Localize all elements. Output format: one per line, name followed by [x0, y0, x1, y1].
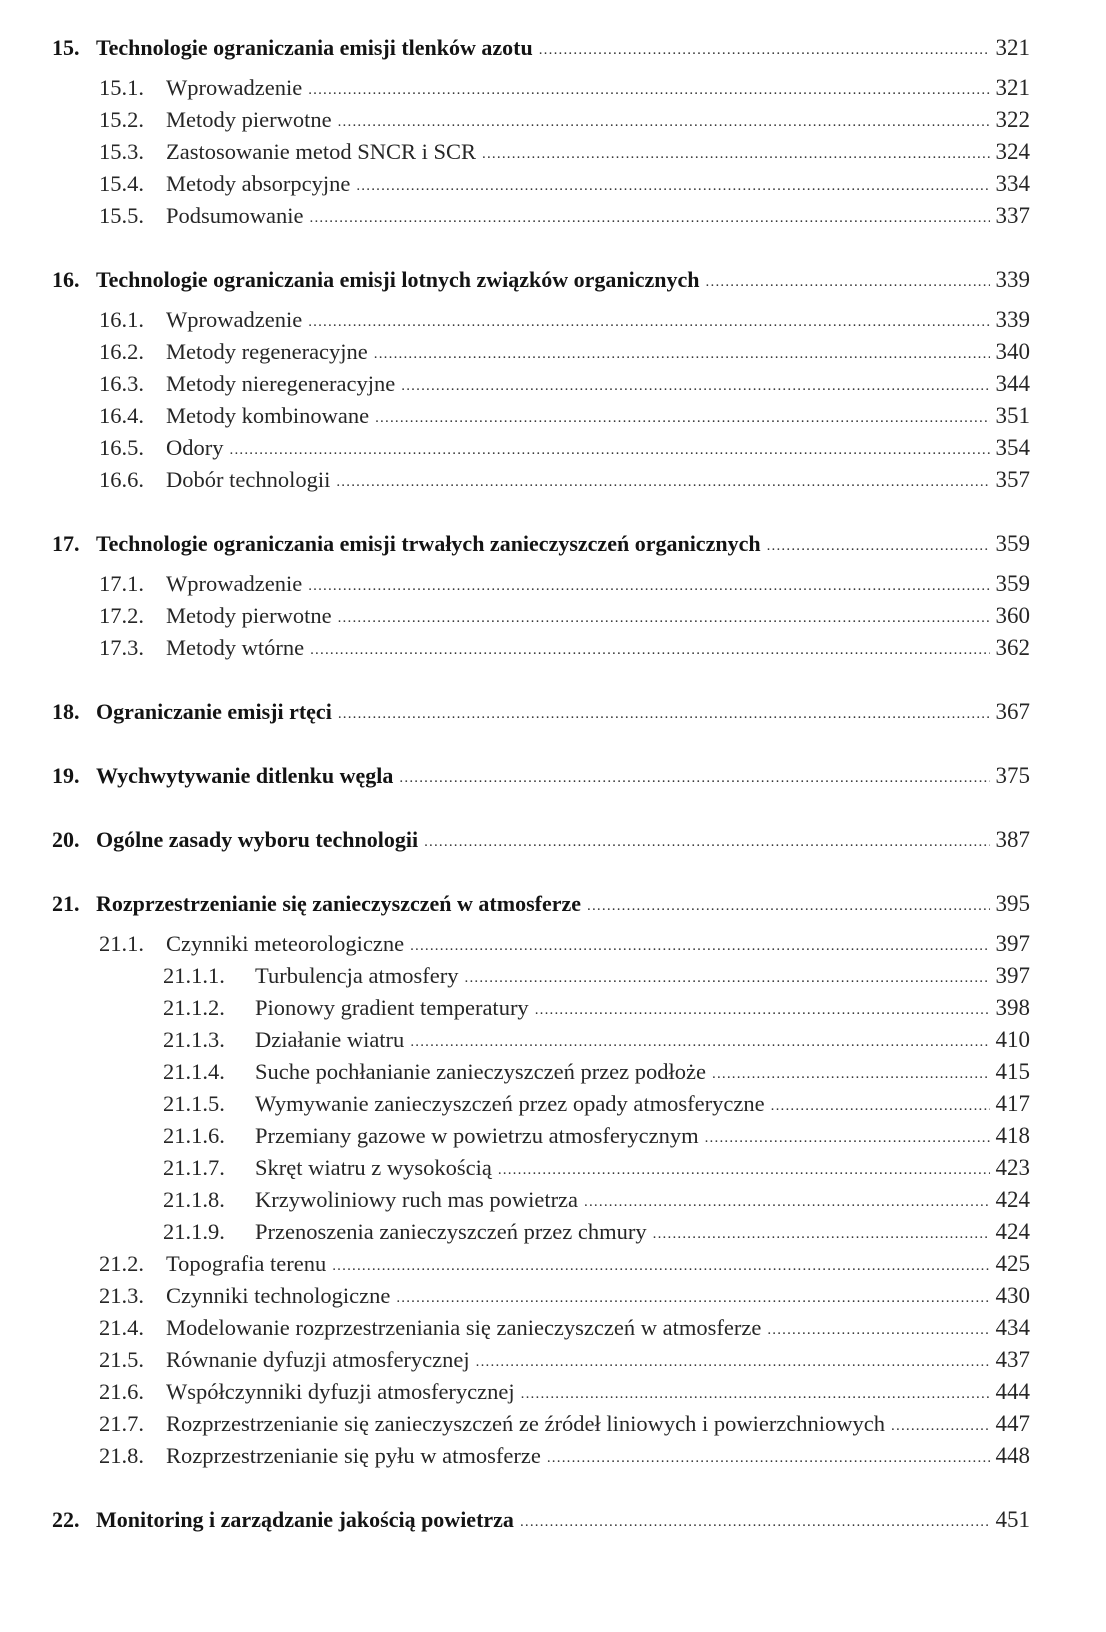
toc-entry-page-number: 362 — [995, 635, 1030, 660]
toc-entry-page-number: 447 — [995, 1411, 1030, 1436]
dot-leader — [465, 964, 990, 992]
toc-entry-title: Technologie ograniczania emisji lotnych związków organicznych — [96, 267, 700, 292]
toc-entry-number: 18. — [52, 699, 80, 724]
toc-entry-number: 21.1.3. — [163, 1027, 225, 1052]
toc-section[interactable] — [99, 138, 1030, 166]
toc-entry-page-number: 417 — [995, 1091, 1030, 1116]
toc-entry-number: 15.1. — [99, 75, 144, 100]
toc-entry-title: Ograniczanie emisji rtęci — [96, 699, 332, 724]
toc-section[interactable] — [99, 1250, 1030, 1278]
toc-section[interactable] — [99, 1378, 1030, 1406]
toc-entry-title: Wprowadzenie — [166, 571, 303, 596]
toc-entry-page-number: 395 — [995, 891, 1030, 916]
toc-section[interactable] — [99, 306, 1030, 334]
toc-entry-title: Metody pierwotne — [166, 107, 332, 132]
toc-entry-title: Wprowadzenie — [166, 307, 303, 332]
toc-entry-number: 16.5. — [99, 435, 144, 460]
dot-leader — [308, 76, 989, 104]
toc-entry-page-number: 367 — [995, 699, 1030, 724]
dot-leader — [539, 36, 990, 64]
toc-chapter[interactable] — [52, 890, 1030, 918]
toc-section[interactable] — [99, 202, 1030, 230]
toc-entry-title: Współczynniki dyfuzji atmosferycznej — [166, 1379, 515, 1404]
toc-chapter[interactable] — [52, 698, 1030, 726]
dot-leader — [396, 1284, 989, 1312]
dot-leader — [767, 1316, 989, 1344]
toc-entry-page-number: 397 — [995, 931, 1030, 956]
toc-entry-page-number: 359 — [995, 571, 1030, 596]
toc-section[interactable] — [99, 402, 1030, 430]
dot-leader — [310, 636, 989, 664]
toc-entry-number: 21.1.6. — [163, 1123, 225, 1148]
toc-chapter[interactable] — [52, 1506, 1030, 1534]
toc-entry-title: Podsumowanie — [166, 203, 304, 228]
toc-entry-number: 21.3. — [99, 1283, 144, 1308]
toc-entry-page-number: 351 — [995, 403, 1030, 428]
dot-leader — [498, 1156, 990, 1184]
toc-entry-number: 21.5. — [99, 1347, 144, 1372]
toc-entry-number: 16.2. — [99, 339, 144, 364]
toc-entry-title: Krzywoliniowy ruch mas powietrza — [255, 1187, 579, 1212]
toc-entry-title: Metody nieregeneracyjne — [166, 371, 396, 396]
dot-leader — [767, 532, 990, 560]
toc-entry-number: 20. — [52, 827, 80, 852]
toc-section[interactable] — [99, 634, 1030, 662]
toc-entry-number: 21.1.8. — [163, 1187, 225, 1212]
toc-section[interactable] — [99, 1346, 1030, 1374]
toc-subsection[interactable] — [163, 962, 1030, 990]
dot-leader — [521, 1380, 990, 1408]
toc-subsection[interactable] — [163, 1026, 1030, 1054]
toc-section[interactable] — [99, 466, 1030, 494]
toc-entry-title: Suche pochłanianie zanieczyszczeń przez podłoże — [255, 1059, 706, 1084]
toc-entry-page-number: 437 — [995, 1347, 1030, 1372]
toc-section[interactable] — [99, 74, 1030, 102]
toc-section[interactable] — [99, 1410, 1030, 1438]
toc-entry-page-number: 322 — [995, 107, 1030, 132]
toc-entry-title: Równanie dyfuzji atmosferycznej — [166, 1347, 470, 1372]
toc-section[interactable] — [99, 338, 1030, 366]
toc-section[interactable] — [99, 434, 1030, 462]
toc-entry-page-number: 339 — [995, 267, 1030, 292]
toc-entry-page-number: 397 — [995, 963, 1030, 988]
toc-entry-page-number: 321 — [995, 35, 1030, 60]
toc-entry-page-number: 359 — [995, 531, 1030, 556]
toc-entry-number: 21.7. — [99, 1411, 144, 1436]
toc-entry-title: Metody regeneracyjne — [166, 339, 368, 364]
toc-section[interactable] — [99, 602, 1030, 630]
dot-leader — [476, 1348, 990, 1376]
dot-leader — [482, 140, 989, 168]
toc-entry-number: 21.1.9. — [163, 1219, 225, 1244]
toc-entry-title: Rozprzestrzenianie się pyłu w atmosferze — [166, 1443, 541, 1468]
toc-entry-page-number: 425 — [995, 1251, 1030, 1276]
toc-subsection[interactable] — [163, 1058, 1030, 1086]
toc-entry-number: 21.1. — [99, 931, 144, 956]
toc-entry-number: 21.1.1. — [163, 963, 225, 988]
dot-leader — [891, 1412, 989, 1440]
toc-entry-page-number: 321 — [995, 75, 1030, 100]
toc-entry-title: Wymywanie zanieczyszczeń przez opady atmosferyczne — [255, 1091, 765, 1116]
toc-entry-page-number: 451 — [995, 1507, 1030, 1532]
toc-entry-number: 15.2. — [99, 107, 144, 132]
toc-entry-page-number: 334 — [995, 171, 1030, 196]
toc-section[interactable] — [99, 370, 1030, 398]
toc-chapter[interactable] — [52, 34, 1030, 62]
toc-subsection[interactable] — [163, 994, 1030, 1022]
toc-entry-number: 21.2. — [99, 1251, 144, 1276]
dot-leader — [332, 1252, 989, 1280]
toc-entry-page-number: 434 — [995, 1315, 1030, 1340]
toc-entry-title: Rozprzestrzenianie się zanieczyszczeń w atmosferze — [96, 891, 582, 916]
dot-leader — [356, 172, 989, 200]
toc-entry-page-number: 344 — [995, 371, 1030, 396]
toc-entry-number: 15.5. — [99, 203, 144, 228]
dot-leader — [230, 436, 990, 464]
toc-entry-number: 21.1.2. — [163, 995, 225, 1020]
toc-entry-number: 21.8. — [99, 1443, 144, 1468]
dot-leader — [374, 340, 990, 368]
toc-entry-page-number: 430 — [995, 1283, 1030, 1308]
toc-entry-number: 15. — [52, 35, 80, 60]
toc-entry-page-number: 424 — [995, 1219, 1030, 1244]
toc-entry-page-number: 375 — [995, 763, 1030, 788]
toc-entry-title: Metody kombinowane — [166, 403, 370, 428]
toc-entry-title: Wychwytywanie ditlenku węgla — [96, 763, 394, 788]
toc-entry-page-number: 398 — [995, 995, 1030, 1020]
toc-section[interactable] — [99, 170, 1030, 198]
dot-leader — [401, 372, 989, 400]
toc-entry-number: 21.6. — [99, 1379, 144, 1404]
toc-subsection[interactable] — [163, 1122, 1030, 1150]
toc-entry-title: Topografia terenu — [166, 1251, 327, 1276]
toc-entry-number: 22. — [52, 1507, 80, 1532]
toc-entry-title: Przemiany gazowe w powietrzu atmosferycznym — [255, 1123, 699, 1148]
toc-entry-number: 16. — [52, 267, 80, 292]
toc-entry-number: 16.1. — [99, 307, 144, 332]
toc-entry-title: Przenoszenia zanieczyszczeń przez chmury — [255, 1219, 647, 1244]
toc-entry-number: 15.3. — [99, 139, 144, 164]
toc-section[interactable] — [99, 1282, 1030, 1310]
toc-section[interactable] — [99, 106, 1030, 134]
toc-subsection[interactable] — [163, 1186, 1030, 1214]
toc-entry-number: 21.1.7. — [163, 1155, 225, 1180]
toc-section[interactable] — [99, 1314, 1030, 1342]
toc-entry-title: Rozprzestrzenianie się zanieczyszczeń ze źródeł liniowych i powierzchniowych — [166, 1411, 886, 1436]
dot-leader — [338, 108, 990, 136]
dot-leader — [399, 764, 989, 792]
dot-leader — [587, 892, 989, 920]
toc-entry-page-number: 324 — [995, 139, 1030, 164]
toc-entry-title: Ogólne zasady wyboru technologii — [96, 827, 419, 852]
toc-entry-number: 16.6. — [99, 467, 144, 492]
toc-entry-title: Technologie ograniczania emisji tlenków azotu — [96, 35, 533, 60]
toc-entry-page-number: 410 — [995, 1027, 1030, 1052]
toc-entry-page-number: 360 — [995, 603, 1030, 628]
toc-chapter[interactable] — [52, 530, 1030, 558]
toc-entry-page-number: 387 — [995, 827, 1030, 852]
toc-section[interactable] — [99, 930, 1030, 958]
dot-leader — [584, 1188, 989, 1216]
toc-entry-title: Pionowy gradient temperatury — [255, 995, 529, 1020]
dot-leader — [653, 1220, 990, 1248]
toc-section[interactable] — [99, 1442, 1030, 1470]
toc-entry-number: 17.3. — [99, 635, 144, 660]
toc-section[interactable] — [99, 570, 1030, 598]
toc-entry-title: Metody absorpcyjne — [166, 171, 351, 196]
dot-leader — [308, 308, 989, 336]
dot-leader — [520, 1508, 990, 1536]
toc-entry-page-number: 354 — [995, 435, 1030, 460]
toc-entry-number: 15.4. — [99, 171, 144, 196]
toc-entry-page-number: 448 — [995, 1443, 1030, 1468]
toc-entry-number: 21.1.5. — [163, 1091, 225, 1116]
toc-entry-page-number: 340 — [995, 339, 1030, 364]
dot-leader — [410, 1028, 989, 1056]
toc-entry-title: Zastosowanie metod SNCR i SCR — [166, 139, 477, 164]
toc-entry-number: 17. — [52, 531, 80, 556]
toc-entry-number: 16.4. — [99, 403, 144, 428]
toc-chapter[interactable] — [52, 266, 1030, 294]
toc-entry-title: Działanie wiatru — [255, 1027, 405, 1052]
dot-leader — [535, 996, 990, 1024]
toc-entry-number: 21.4. — [99, 1315, 144, 1340]
dot-leader — [336, 468, 989, 496]
toc-entry-title: Odory — [166, 435, 224, 460]
toc-entry-page-number: 444 — [995, 1379, 1030, 1404]
dot-leader — [547, 1444, 990, 1472]
toc-entry-number: 21. — [52, 891, 80, 916]
dot-leader — [338, 604, 990, 632]
toc-entry-number: 17.1. — [99, 571, 144, 596]
toc-entry-page-number: 418 — [995, 1123, 1030, 1148]
toc-entry-title: Turbulencja atmosfery — [255, 963, 459, 988]
toc-subsection[interactable] — [163, 1218, 1030, 1246]
toc-entry-title: Technologie ograniczania emisji trwałych zanieczyszczeń organicznych — [96, 531, 761, 556]
toc-entry-title: Skręt wiatru z wysokością — [255, 1155, 492, 1180]
toc-entry-page-number: 357 — [995, 467, 1030, 492]
dot-leader — [706, 268, 990, 296]
dot-leader — [375, 404, 989, 432]
toc-chapter[interactable] — [52, 826, 1030, 854]
dot-leader — [771, 1092, 990, 1120]
toc-entry-title: Czynniki meteorologiczne — [166, 931, 405, 956]
toc-subsection[interactable] — [163, 1090, 1030, 1118]
toc-subsection[interactable] — [163, 1154, 1030, 1182]
dot-leader — [410, 932, 989, 960]
dot-leader — [338, 700, 990, 728]
toc-entry-number: 19. — [52, 763, 80, 788]
toc-entry-title: Metody wtórne — [166, 635, 305, 660]
toc-entry-title: Dobór technologii — [166, 467, 331, 492]
toc-entry-title: Wprowadzenie — [166, 75, 303, 100]
toc-entry-title: Monitoring i zarządzanie jakością powietrza — [96, 1507, 514, 1532]
dot-leader — [705, 1124, 990, 1152]
toc-entry-page-number: 423 — [995, 1155, 1030, 1180]
toc-entry-title: Metody pierwotne — [166, 603, 332, 628]
toc-entry-page-number: 337 — [995, 203, 1030, 228]
toc-entry-number: 17.2. — [99, 603, 144, 628]
toc-entry-page-number: 339 — [995, 307, 1030, 332]
toc-entry-page-number: 424 — [995, 1187, 1030, 1212]
toc-entry-title: Czynniki technologiczne — [166, 1283, 391, 1308]
toc-entry-page-number: 415 — [995, 1059, 1030, 1084]
toc-entry-title: Modelowanie rozprzestrzeniania się zanieczyszczeń w atmosferze — [166, 1315, 762, 1340]
dot-leader — [310, 204, 990, 232]
dot-leader — [712, 1060, 990, 1088]
toc-entry-number: 21.1.4. — [163, 1059, 225, 1084]
dot-leader — [308, 572, 989, 600]
toc-entry-number: 16.3. — [99, 371, 144, 396]
dot-leader — [424, 828, 989, 856]
toc-chapter[interactable] — [52, 762, 1030, 790]
